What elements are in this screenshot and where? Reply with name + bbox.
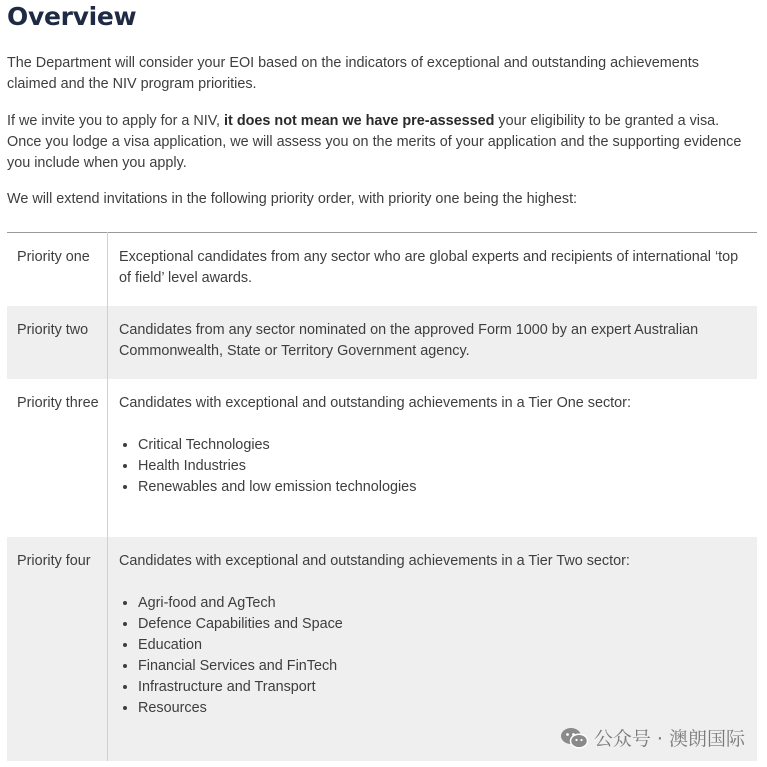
invite-text-before: If we invite you to apply for a NIV, xyxy=(7,113,225,129)
priority-description-text: Candidates with exceptional and outstanding achievements in a Tier Two sector: xyxy=(119,553,630,569)
priority-label: Priority four xyxy=(7,537,108,761)
list-item: • Financial Services and FinTech xyxy=(138,656,745,677)
invite-text-bold: it does not mean we have pre-assessed xyxy=(224,113,495,129)
priority-description xyxy=(108,306,758,379)
table-row xyxy=(7,306,757,379)
list-item: • Renewables and low emission technologies xyxy=(138,477,745,498)
priority-label: Priority three xyxy=(7,379,108,537)
list-item: • Critical Technologies xyxy=(138,435,745,456)
list-item: • Agri-food and AgTech xyxy=(138,593,745,614)
list-item: • Defence Capabilities and Space xyxy=(138,614,745,635)
invite-text-after: your eligibility to be granted a visa. Once you lodge a visa application, we will assess you on the merits of your application and the supporting evidence you include when you apply. xyxy=(7,113,742,171)
priority-table xyxy=(7,232,757,761)
priority-description-text: Candidates from any sector nominated on the approved Form 1000 by an expert Australian Commonwealth, State or Territory Government agency. xyxy=(119,322,699,359)
wechat-watermark xyxy=(560,724,745,751)
priority-label: Priority two xyxy=(7,306,108,379)
priority-description xyxy=(108,233,758,307)
table-row xyxy=(7,379,757,537)
intro-paragraph: The Department will consider your EOI based on the indicators of exceptional and outstanding achievements claimed and the NIV program priorities. xyxy=(7,55,699,92)
priority-description-text: Candidates with exceptional and outstanding achievements in a Tier One sector: xyxy=(119,395,631,411)
priority-description-text: Exceptional candidates from any sector who are global experts and recipients of international ‘top of field’ level awards. xyxy=(119,249,739,286)
sector-list xyxy=(119,435,745,498)
wechat-icon xyxy=(560,727,588,749)
list-item: • Health Industries xyxy=(138,456,745,477)
list-item: • Resources xyxy=(138,698,745,719)
watermark-text: 公众号 · 澳朗国际 xyxy=(593,728,745,750)
sector-list xyxy=(119,593,745,719)
table-row xyxy=(7,233,757,307)
priority-label: Priority one xyxy=(7,233,108,307)
list-item: • Infrastructure and Transport xyxy=(138,677,745,698)
page-title: Overview xyxy=(7,2,137,31)
list-item: • Education xyxy=(138,635,745,656)
invite-paragraph xyxy=(7,111,752,174)
priority-order-paragraph: We will extend invitations in the following priority order, with priority one being the highest: xyxy=(7,191,578,207)
priority-description xyxy=(108,379,758,537)
